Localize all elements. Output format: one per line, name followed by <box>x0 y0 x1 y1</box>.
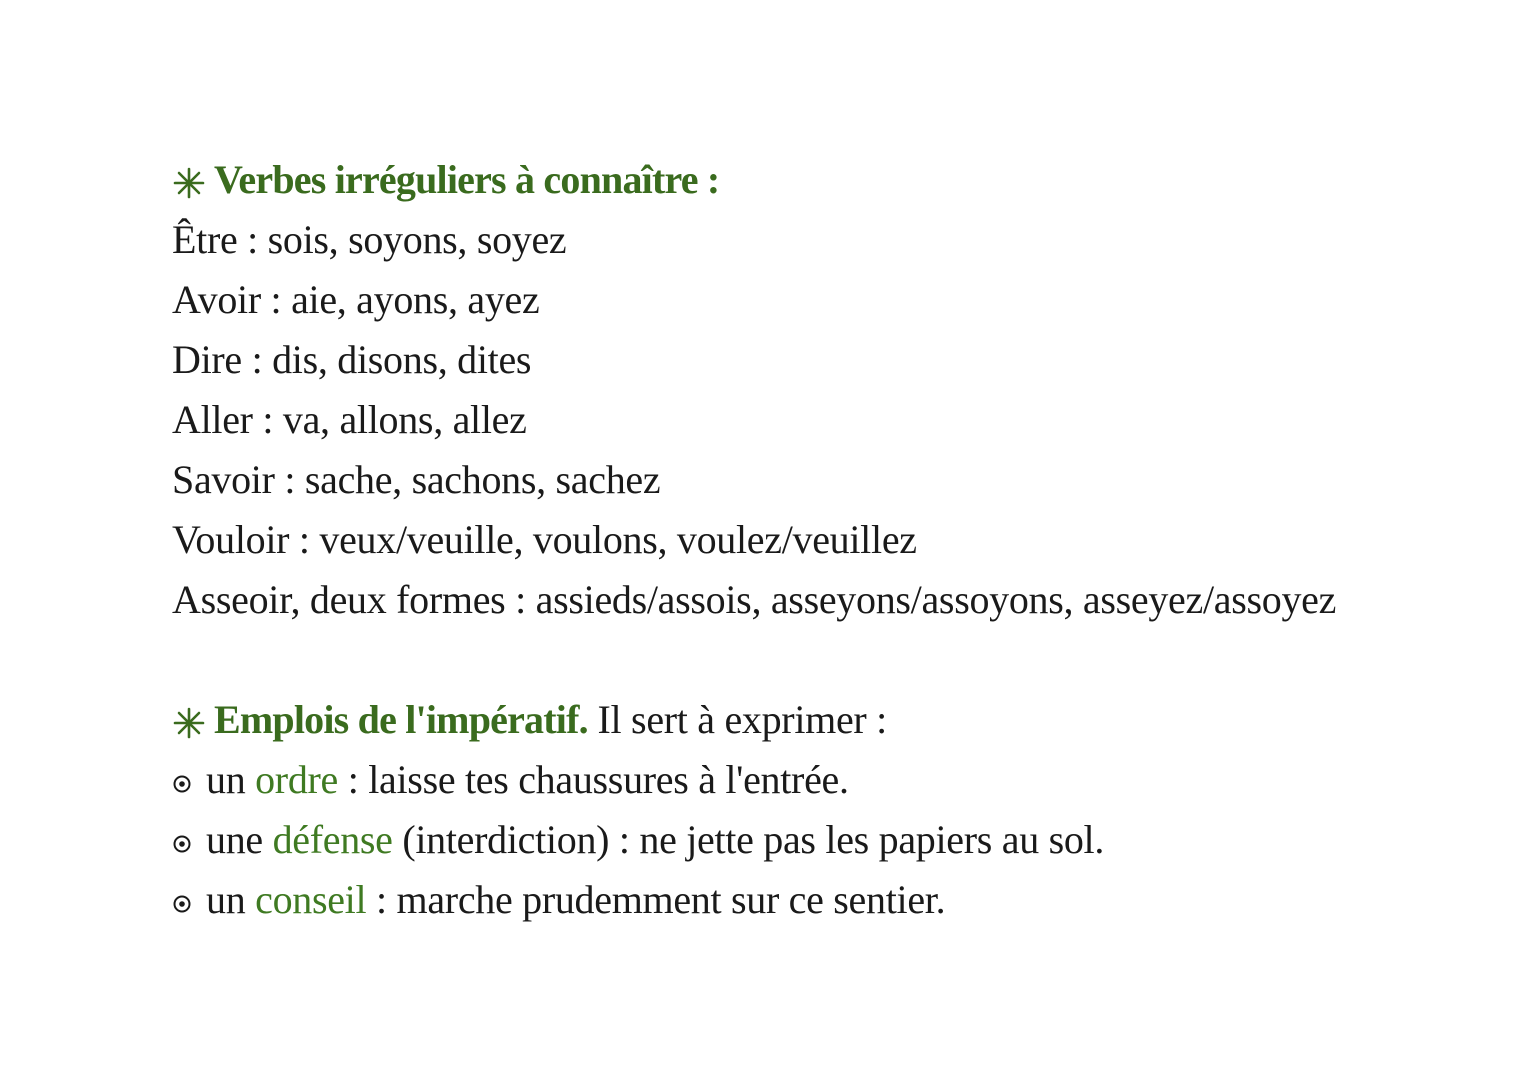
list-item-text: : laisse tes chaussures à l'entrée. <box>338 757 849 802</box>
circled-dot-icon <box>172 894 192 914</box>
circled-dot-icon <box>172 834 192 854</box>
verb-line-dire: Dire : dis, disons, dites <box>172 337 532 382</box>
list-item-prefix: un <box>206 757 256 802</box>
list-item-prefix: une <box>206 817 273 862</box>
list-item-text: : marche prudemment sur ce sentier. <box>366 877 946 922</box>
list-item-prefix: un <box>206 877 256 922</box>
verb-line-savoir: Savoir : sache, sachons, sachez <box>172 457 661 502</box>
verb-line-vouloir: Vouloir : veux/veuille, voulons, voulez/veuillez <box>172 517 917 562</box>
list-item-ordre <box>172 750 1472 810</box>
asterisk-icon <box>172 706 206 740</box>
section-spacer <box>172 630 1472 690</box>
section-heading-irregular-verbs <box>172 150 1472 210</box>
section-heading-imperative-uses <box>172 690 1472 750</box>
list-item-conseil <box>172 870 1472 930</box>
asterisk-icon <box>172 166 206 200</box>
section-intro-text: Il sert à exprimer : <box>587 697 887 742</box>
list-item-defense <box>172 810 1472 870</box>
verb-line-asseoir: Asseoir, deux formes : assieds/assois, asseyons/assoyons, asseyez/assoyez <box>172 577 1337 622</box>
list-item-keyword: défense <box>272 817 393 862</box>
list-item-keyword: conseil <box>255 877 367 922</box>
list-item-text: (interdiction) : ne jette pas les papiers au sol. <box>392 817 1105 862</box>
section-title: Verbes irréguliers à connaître : <box>214 157 720 202</box>
lesson-page <box>172 150 1472 930</box>
section-title: Emplois de l'impératif. <box>214 697 588 742</box>
verb-line-avoir: Avoir : aie, ayons, ayez <box>172 277 540 322</box>
circled-dot-icon <box>172 774 192 794</box>
verb-line-etre: Être : sois, soyons, soyez <box>172 217 567 262</box>
verb-line-aller: Aller : va, allons, allez <box>172 397 527 442</box>
list-item-keyword: ordre <box>255 757 339 802</box>
